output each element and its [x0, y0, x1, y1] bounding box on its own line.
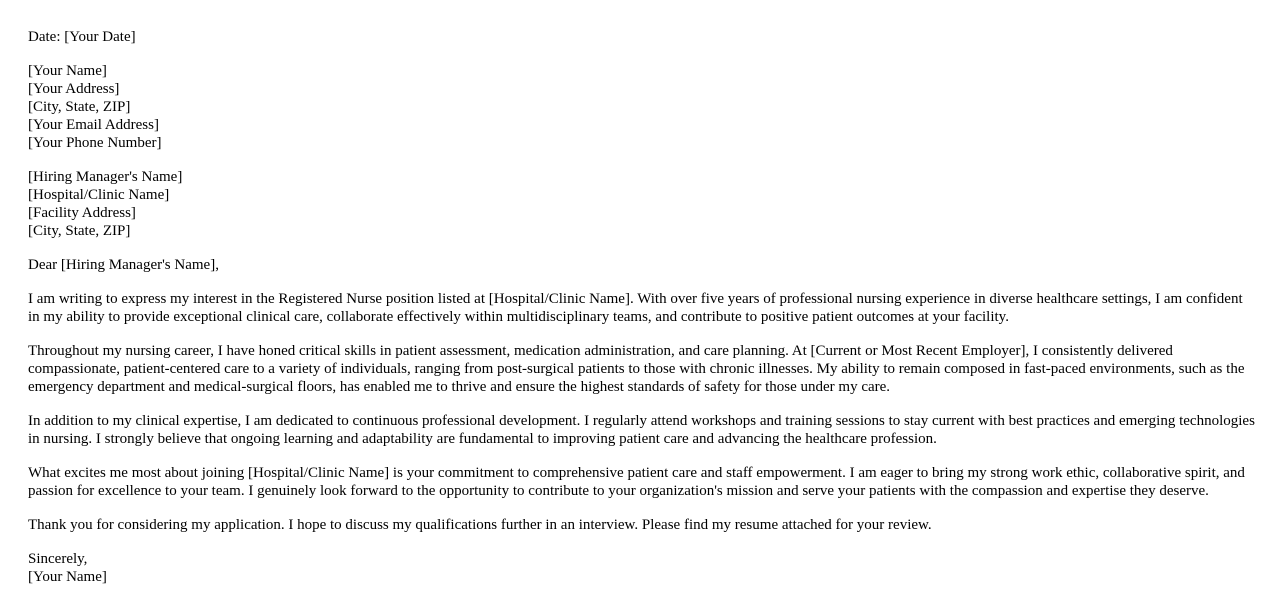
closing: Sincerely, — [28, 551, 88, 567]
sender-name: [Your Name] — [28, 63, 107, 79]
body-paragraph-thanks: Thank you for considering my application. I hope to discuss my qualifications further in an interview. Please find my resume attached for your review. — [28, 517, 932, 533]
closing-block — [28, 550, 1256, 586]
date-line: Date: [Your Date] — [28, 29, 136, 45]
signature-name: [Your Name] — [28, 569, 107, 585]
sender-email: [Your Email Address] — [28, 117, 159, 133]
body-paragraph-development: In addition to my clinical expertise, I am dedicated to continuous professional development. I regularly attend workshops and training sessions to stay current with best practices and emerging technologies in nursing. I strongly believe that ongoing learning and adaptability are fundamental to improving patient care and advancing the healthcare profession. — [28, 413, 1255, 447]
sender-city-state-zip: [City, State, ZIP] — [28, 99, 131, 115]
recipient-city-state-zip: [City, State, ZIP] — [28, 223, 131, 239]
recipient-name: [Hiring Manager's Name] — [28, 169, 183, 185]
sender-address-block — [28, 62, 1256, 152]
recipient-address-block — [28, 168, 1256, 240]
salutation: Dear [Hiring Manager's Name], — [28, 257, 219, 273]
body-paragraph-experience: Throughout my nursing career, I have honed critical skills in patient assessment, medication administration, and care planning. At [Current or Most Recent Employer], I consistently delivered compassionate, patient-centered care to a variety of individuals, ranging from post-surgical patients to those with chronic illnesses. My ability to remain composed in fast-paced environments, such as the emergency department and medical-surgical floors, has enabled me to thrive and ensure the highest standards of safety for those under my care. — [28, 343, 1245, 395]
sender-phone: [Your Phone Number] — [28, 135, 162, 151]
sender-address: [Your Address] — [28, 81, 120, 97]
body-paragraph-motivation: What excites me most about joining [Hospital/Clinic Name] is your commitment to comprehensive patient care and staff empowerment. I am eager to bring my strong work ethic, collaborative spirit, and passion for excellence to your team. I genuinely look forward to the opportunity to contribute to your organization's mission and serve your patients with the compassion and expertise they deserve. — [28, 465, 1245, 499]
body-paragraph-intro: I am writing to express my interest in the Registered Nurse position listed at [Hospital/Clinic Name]. With over five years of professional nursing experience in diverse healthcare settings, I am confident in my ability to provide exceptional clinical care, collaborate effectively within multidisciplinary teams, and contribute to positive patient outcomes at your facility. — [28, 291, 1243, 325]
recipient-address: [Facility Address] — [28, 205, 136, 221]
cover-letter — [28, 28, 1256, 602]
recipient-organization: [Hospital/Clinic Name] — [28, 187, 170, 203]
